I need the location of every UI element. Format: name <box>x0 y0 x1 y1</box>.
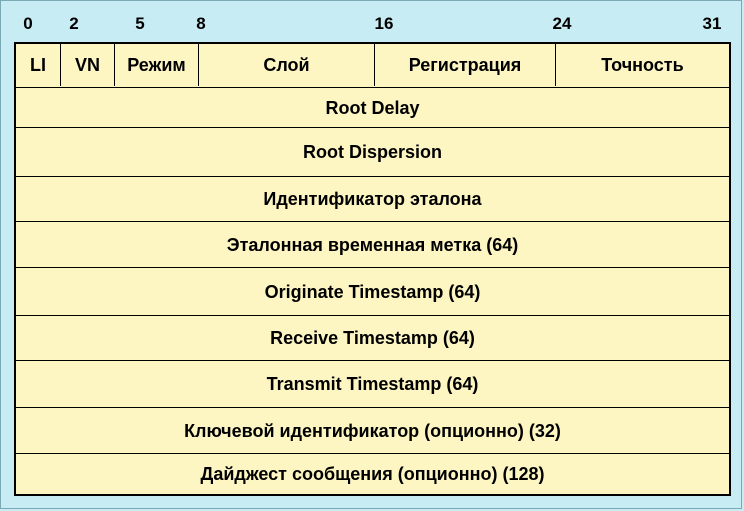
field-poll: Регистрация <box>374 44 555 86</box>
row-receive-timestamp: Receive Timestamp (64) <box>16 315 729 361</box>
row-originate-timestamp: Originate Timestamp (64) <box>16 267 729 316</box>
bit-label-8: 8 <box>196 14 206 33</box>
bit-label-2: 2 <box>69 14 79 33</box>
row-root-dispersion: Root Dispersion <box>16 127 729 177</box>
bit-label-16: 16 <box>374 14 394 33</box>
bit-label-5: 5 <box>135 14 145 33</box>
bit-label-0: 0 <box>23 14 33 33</box>
field-li: LI <box>30 54 46 75</box>
bit-label-31: 31 <box>702 14 722 33</box>
bit-label-24: 24 <box>552 14 572 33</box>
row-message-digest: Дайджест сообщения (опционно) (128) <box>16 453 729 495</box>
row-reference-timestamp: Эталонная временная метка (64) <box>16 221 729 268</box>
field-vn: VN <box>60 44 114 86</box>
row-root-delay: Root Delay <box>16 87 729 128</box>
field-precision: Точность <box>555 44 729 86</box>
bit-scale <box>0 14 744 34</box>
row-transmit-timestamp: Transmit Timestamp (64) <box>16 360 729 408</box>
row-key-identifier: Ключевой идентификатор (опционно) (32) <box>16 407 729 454</box>
row-reference-id: Идентификатор эталона <box>16 176 729 222</box>
field-mode: Режим <box>114 44 198 86</box>
ntp-packet-format <box>14 42 731 496</box>
field-stratum: Слой <box>198 44 374 86</box>
header-row <box>16 44 729 87</box>
